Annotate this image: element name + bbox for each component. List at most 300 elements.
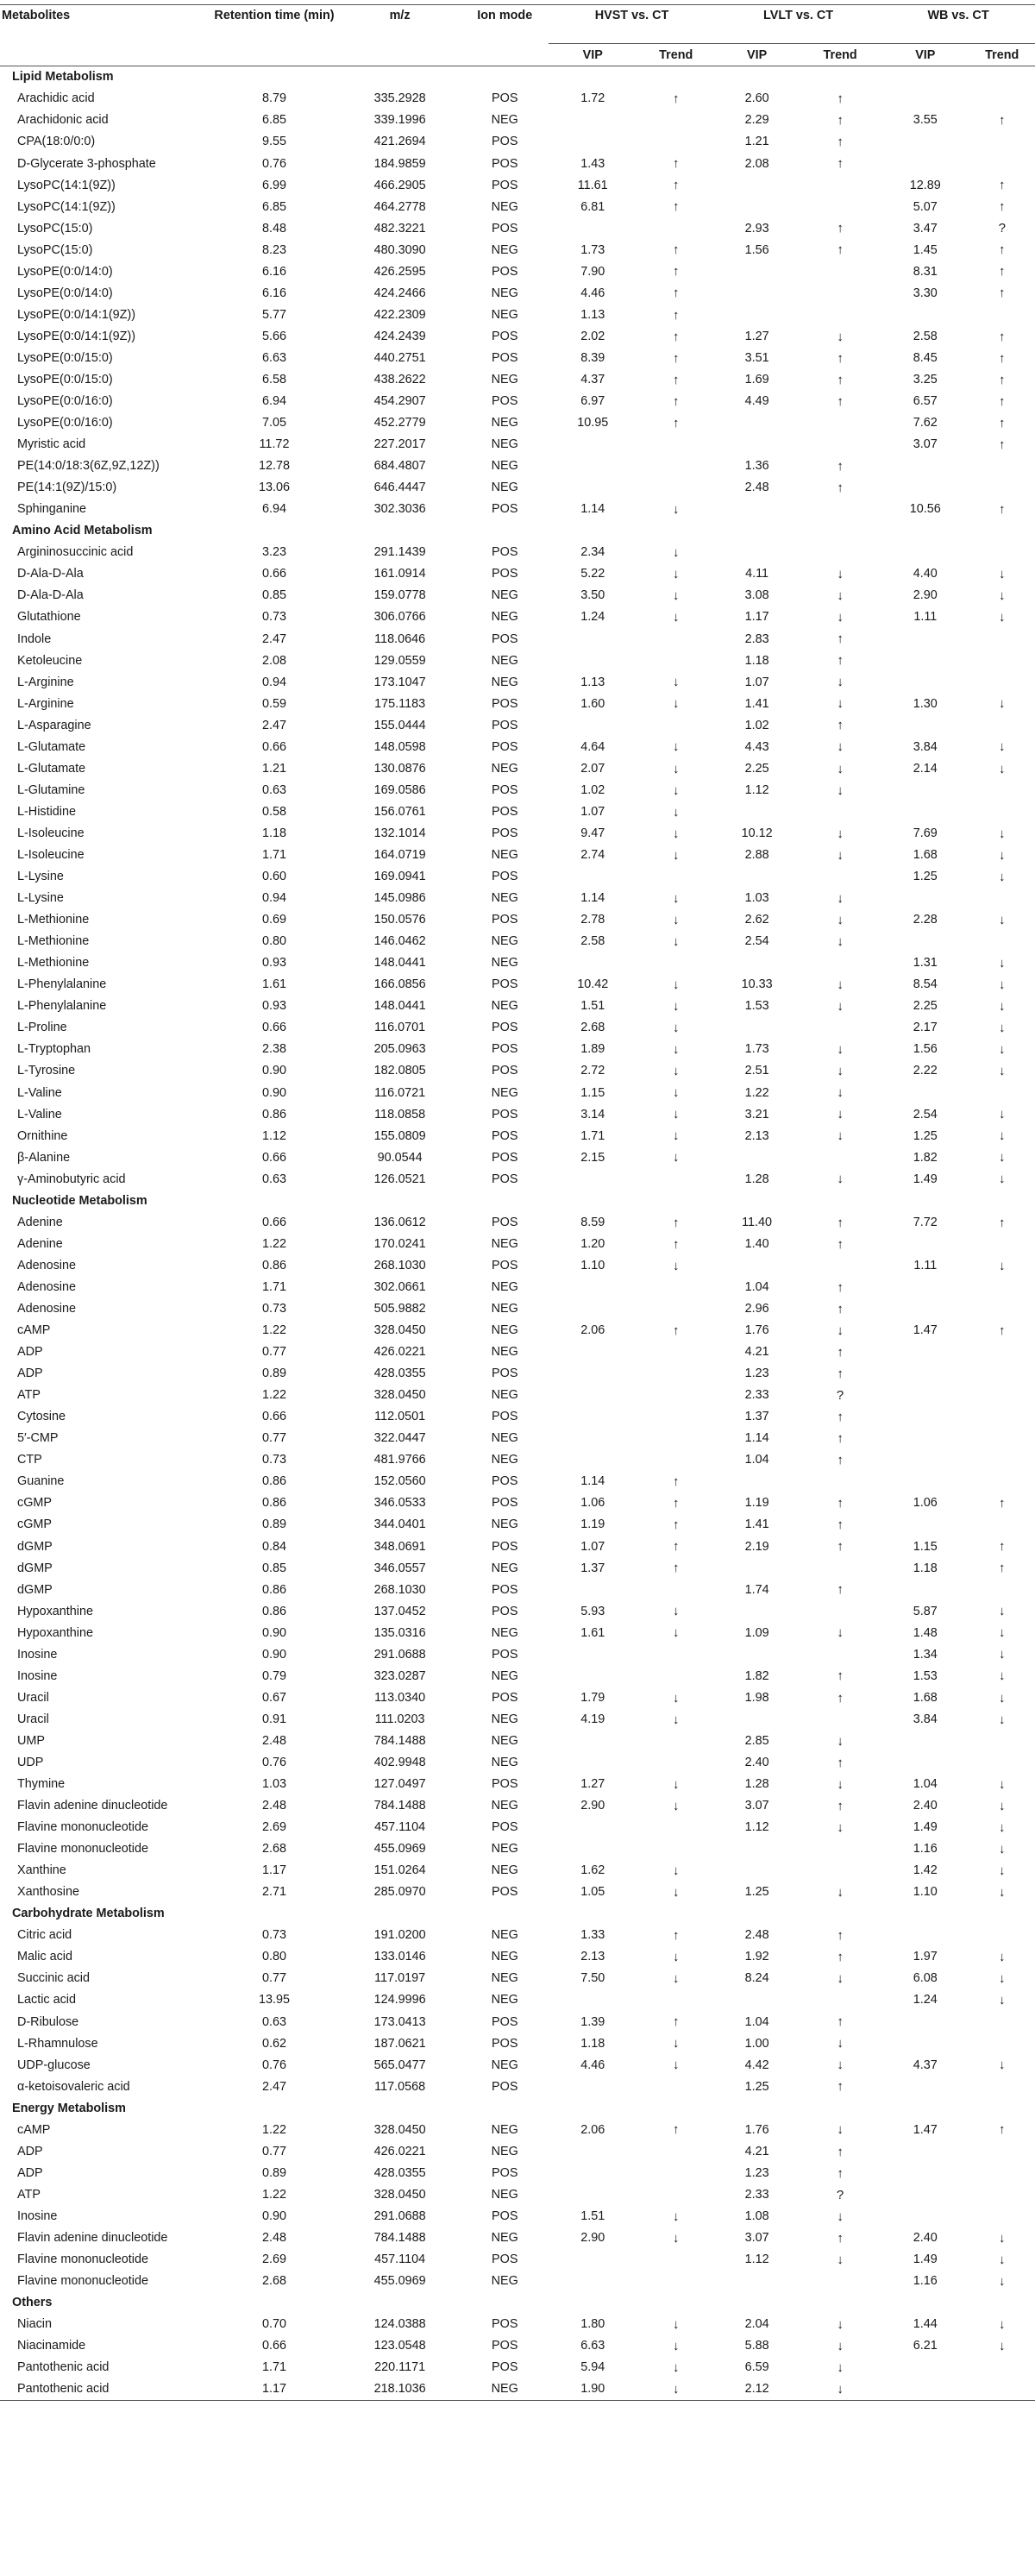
wb-vip: 3.84 (913, 1712, 938, 1726)
lvlt-trend: ↑ (837, 1236, 844, 1252)
metabolite-name: CTP (17, 1453, 42, 1467)
mz-value: 118.0646 (374, 631, 426, 646)
metabolite-name: L-Isoleucine (17, 848, 85, 862)
hvst-trend (637, 1168, 715, 1190)
lvlt-vip: 1.74 (744, 1582, 769, 1597)
ion-mode: POS (492, 1496, 518, 1511)
metabolite-name: Ketoleucine (17, 653, 83, 668)
hvst-vip: 5.22 (580, 567, 605, 581)
wb-vip (881, 2206, 969, 2227)
mz-value: 205.0963 (373, 1042, 426, 1057)
metabolite-name: Malic acid (17, 1950, 72, 1964)
ion-mode: NEG (491, 761, 518, 776)
table-row (0, 1925, 1035, 1946)
ion-mode: NEG (491, 1668, 518, 1683)
hvst-vip (549, 1579, 637, 1600)
wb-vip: 3.84 (913, 739, 938, 754)
hvst-vip: 1.13 (580, 307, 605, 322)
ion-mode: POS (492, 2252, 518, 2267)
table-row (0, 1817, 1035, 1838)
wb-vip: 1.16 (913, 1842, 938, 1857)
hvst-vip: 1.33 (580, 1928, 605, 1943)
hvst-trend: ↓ (673, 1107, 680, 1122)
mz-value: 268.1030 (373, 1582, 426, 1597)
section-header-row (0, 2097, 1035, 2119)
ion-mode: NEG (491, 675, 518, 689)
hvst-trend: ↓ (673, 933, 680, 949)
metabolite-name: LysoPE(0:0/14:1(9Z)) (17, 329, 136, 343)
table-row (0, 1385, 1035, 1406)
hvst-vip (549, 131, 637, 153)
lvlt-trend: ↓ (837, 847, 844, 863)
table-row (0, 693, 1035, 714)
wb-vip: 2.58 (913, 329, 938, 343)
lvlt-trend: ↑ (837, 718, 844, 733)
lvlt-vip: 1.04 (744, 1279, 769, 1294)
lvlt-vip: 1.56 (744, 242, 769, 257)
metabolite-name: ADP (17, 1367, 43, 1381)
hvst-vip: 1.18 (580, 2036, 605, 2051)
lvlt-vip: 1.40 (744, 1236, 769, 1251)
lvlt-trend (799, 952, 881, 974)
retention-time: 0.63 (261, 782, 286, 797)
header-trend: Trend (823, 47, 857, 62)
mz-value: 306.0766 (373, 610, 426, 625)
mz-value: 133.0146 (373, 1950, 426, 1964)
section-title: Amino Acid Metabolism (12, 524, 153, 538)
wb-vip (881, 477, 969, 499)
hvst-vip: 2.58 (580, 934, 605, 949)
wb-vip: 3.30 (913, 286, 938, 300)
table-row (0, 1687, 1035, 1709)
lvlt-vip (715, 1709, 799, 1731)
hvst-vip: 2.74 (580, 848, 605, 862)
table-row (0, 412, 1035, 434)
lvlt-vip (715, 261, 799, 282)
metabolite-name: Hypoxanthine (17, 1604, 94, 1618)
hvst-trend (637, 1385, 715, 1406)
hvst-vip: 6.63 (580, 2339, 605, 2353)
ion-mode: POS (492, 804, 518, 819)
metabolite-name: Niacin (17, 2317, 52, 2332)
lvlt-trend: ↑ (837, 2230, 844, 2246)
table-row (0, 758, 1035, 780)
mz-value: 328.0450 (373, 1388, 426, 1403)
metabolite-name: LysoPC(15:0) (17, 221, 93, 236)
table-row (0, 1774, 1035, 1795)
ion-mode: POS (492, 913, 518, 927)
metabolite-name: L-Glutamine (17, 782, 85, 797)
wb-trend: ↓ (999, 977, 1006, 992)
ion-mode: POS (492, 1064, 518, 1078)
lvlt-trend: ↓ (837, 567, 844, 582)
ion-mode: NEG (491, 999, 518, 1014)
ion-mode: NEG (491, 1971, 518, 1986)
hvst-trend: ↑ (673, 264, 680, 280)
ion-mode: POS (492, 394, 518, 409)
ion-mode: POS (492, 2360, 518, 2375)
metabolite-name: L-Arginine (17, 675, 74, 689)
mz-value: 328.0450 (373, 2187, 426, 2202)
wb-vip: 7.62 (913, 416, 938, 430)
lvlt-vip (715, 1255, 799, 1277)
retention-time: 1.17 (210, 2378, 338, 2401)
ion-mode: POS (492, 2208, 518, 2223)
retention-time: 1.22 (261, 2187, 286, 2202)
retention-time: 2.47 (261, 631, 286, 646)
hvst-vip: 2.72 (580, 1064, 605, 1078)
mz-value: 173.0413 (373, 2014, 426, 2029)
mz-value: 129.0559 (373, 653, 426, 668)
ion-mode: POS (492, 1820, 518, 1835)
header-group-hvst: HVST vs. CT (549, 5, 715, 44)
wb-vip (881, 2163, 969, 2184)
lvlt-trend (799, 282, 881, 304)
metabolite-name: L-Asparagine (17, 718, 91, 732)
lvlt-vip (715, 1017, 799, 1039)
table-row (0, 2249, 1035, 2271)
wb-vip (881, 153, 969, 174)
mz-value: 784.1488 (373, 1733, 426, 1748)
lvlt-vip: 1.92 (744, 1950, 769, 1964)
hvst-vip: 2.34 (580, 545, 605, 560)
hvst-trend: ↓ (637, 2378, 715, 2401)
wb-vip: 1.49 (913, 1172, 938, 1186)
wb-vip: 1.10 (913, 1885, 938, 1900)
mz-value: 328.0450 (373, 2122, 426, 2137)
hvst-vip: 2.90 (580, 1799, 605, 1813)
table-row (0, 996, 1035, 1017)
wb-vip (881, 1082, 969, 1103)
mz-value: 118.0858 (374, 1107, 426, 1122)
hvst-vip (549, 1168, 637, 1190)
mz-value: 184.9859 (373, 156, 426, 171)
hvst-vip: 1.07 (580, 1539, 605, 1554)
wb-vip: 2.90 (913, 588, 938, 603)
table-row (0, 1600, 1035, 1622)
ion-mode: NEG (491, 1279, 518, 1294)
table-row (0, 434, 1035, 456)
lvlt-trend (799, 1147, 881, 1168)
ion-mode: POS (492, 1172, 518, 1186)
ion-mode: POS (492, 2339, 518, 2353)
hvst-trend (637, 2184, 715, 2206)
wb-vip: 1.24 (913, 1993, 938, 2007)
lvlt-trend: ↓ (837, 2359, 844, 2375)
hvst-vip: 11.61 (577, 178, 608, 192)
wb-vip (881, 671, 969, 693)
lvlt-trend: ↑ (837, 1215, 844, 1230)
lvlt-trend (799, 866, 881, 888)
retention-time: 2.48 (261, 2231, 286, 2245)
wb-trend: ↑ (999, 372, 1006, 387)
hvst-trend: ↓ (673, 1950, 680, 1965)
lvlt-trend: ↑ (837, 631, 844, 647)
wb-trend (969, 2163, 1035, 2184)
retention-time: 0.73 (261, 1301, 286, 1316)
lvlt-trend: ↑ (837, 480, 844, 495)
mz-value: 159.0778 (373, 588, 426, 603)
wb-vip (881, 2184, 969, 2206)
table-row (0, 1103, 1035, 1125)
lvlt-trend: ↑ (837, 2079, 844, 2095)
lvlt-vip: 1.00 (744, 2036, 769, 2051)
ion-mode: NEG (491, 2231, 518, 2245)
retention-time: 9.55 (261, 135, 286, 149)
ion-mode: POS (492, 567, 518, 581)
lvlt-trend: ↓ (837, 2122, 844, 2138)
mz-value: 155.0444 (373, 718, 426, 732)
wb-trend: ↓ (999, 588, 1006, 604)
wb-trend (969, 1449, 1035, 1471)
hvst-vip (549, 1385, 637, 1406)
lvlt-vip (715, 196, 799, 217)
hvst-trend: ↓ (673, 782, 680, 798)
ion-mode: POS (492, 782, 518, 797)
lvlt-vip: 3.21 (744, 1107, 769, 1122)
table-row (0, 2163, 1035, 2184)
hvst-vip: 1.71 (580, 1128, 605, 1143)
ion-mode: NEG (491, 1301, 518, 1316)
retention-time: 6.94 (261, 394, 286, 409)
table-row (0, 1017, 1035, 1039)
wb-vip: 1.42 (913, 1863, 938, 1878)
wb-vip (881, 2076, 969, 2097)
table-row (0, 153, 1035, 174)
wb-trend: ↓ (999, 869, 1006, 884)
hvst-vip: 7.90 (580, 264, 605, 279)
hvst-trend: ↑ (673, 1236, 680, 1252)
mz-value: 126.0521 (373, 1172, 426, 1186)
ion-mode: NEG (491, 1863, 518, 1878)
wb-vip: 1.53 (913, 1668, 938, 1683)
metabolite-name: Hypoxanthine (17, 1625, 94, 1640)
lvlt-trend: ↑ (837, 458, 844, 474)
wb-trend (969, 1298, 1035, 1320)
header-vip: VIP (915, 47, 936, 62)
wb-vip: 6.57 (913, 394, 938, 409)
metabolite-name: L-Proline (17, 1021, 67, 1035)
ion-mode: NEG (491, 2122, 518, 2137)
wb-trend: ↓ (999, 955, 1006, 971)
lvlt-vip: 1.18 (744, 653, 769, 668)
mz-value: 182.0805 (373, 1064, 426, 1078)
ion-mode: NEG (491, 2187, 518, 2202)
table-row (0, 1277, 1035, 1298)
wb-vip: 8.54 (913, 977, 938, 992)
wb-vip: 3.25 (913, 372, 938, 386)
retention-time: 1.61 (261, 977, 286, 992)
retention-time: 1.71 (261, 848, 286, 862)
header-trend: Trend (985, 47, 1019, 62)
metabolite-name: L-Tryptophan (17, 1042, 91, 1057)
lvlt-vip (715, 282, 799, 304)
hvst-vip (549, 1643, 637, 1665)
lvlt-vip (715, 434, 799, 456)
hvst-trend: ↓ (673, 675, 680, 690)
hvst-trend: ↓ (673, 545, 680, 561)
hvst-vip: 1.27 (580, 1777, 605, 1792)
hvst-trend: ↓ (673, 1971, 680, 1987)
lvlt-trend (799, 499, 881, 520)
hvst-vip (549, 217, 637, 239)
wb-vip: 8.31 (913, 264, 938, 279)
mz-value: 328.0450 (373, 1323, 426, 1338)
metabolite-name: cGMP (17, 1496, 52, 1511)
metabolite-name: Flavine mononucleotide (17, 2252, 148, 2267)
hvst-trend (637, 131, 715, 153)
metabolite-name: LysoPE(0:0/16:0) (17, 394, 113, 409)
table-row (0, 1643, 1035, 1665)
ion-mode: POS (492, 2036, 518, 2051)
lvlt-trend (799, 196, 881, 217)
mz-value: 111.0203 (374, 1712, 425, 1726)
ion-mode: NEG (491, 956, 518, 971)
hvst-trend: ↓ (673, 1085, 680, 1101)
retention-time: 0.86 (261, 1582, 286, 1597)
mz-value: 220.1171 (374, 2360, 426, 2375)
retention-time: 0.86 (261, 1496, 286, 1511)
hvst-trend (637, 866, 715, 888)
ion-mode: POS (492, 135, 518, 149)
wb-vip (881, 1428, 969, 1449)
hvst-trend: ↓ (673, 567, 680, 582)
retention-time: 2.68 (261, 2274, 286, 2289)
hvst-vip (549, 1665, 637, 1687)
metabolites-table-page (0, 4, 1035, 2576)
hvst-vip: 8.59 (580, 1215, 605, 1229)
ion-mode: POS (492, 178, 518, 192)
wb-vip: 1.34 (913, 1647, 938, 1662)
hvst-trend (637, 1579, 715, 1600)
wb-trend: ↑ (999, 1561, 1006, 1576)
wb-vip (881, 1449, 969, 1471)
ion-mode: NEG (491, 199, 518, 214)
mz-value: 227.2017 (373, 437, 426, 452)
wb-trend (969, 931, 1035, 952)
hvst-vip: 10.95 (577, 416, 609, 430)
hvst-trend: ↑ (673, 372, 680, 387)
section-title: Lipid Metabolism (12, 70, 114, 85)
mz-value: 151.0264 (373, 1863, 426, 1878)
table-row (0, 2314, 1035, 2335)
retention-time: 0.90 (261, 1085, 286, 1100)
lvlt-vip (715, 1147, 799, 1168)
table-row (0, 671, 1035, 693)
metabolite-name: L-Glutamate (17, 761, 86, 776)
wb-vip (881, 1341, 969, 1363)
ion-mode: POS (492, 1410, 518, 1424)
wb-vip (881, 931, 969, 952)
lvlt-vip: 2.19 (744, 1539, 769, 1554)
table-row (0, 1298, 1035, 1320)
lvlt-vip: 2.54 (744, 934, 769, 949)
hvst-trend: ↑ (673, 1474, 680, 1490)
retention-time: 0.80 (261, 1950, 286, 1964)
mz-value: 646.4447 (373, 481, 426, 495)
ion-mode: POS (492, 221, 518, 236)
metabolite-name: Uracil (17, 1690, 49, 1705)
metabolite-name: LysoPE(0:0/14:0) (17, 264, 113, 279)
lvlt-vip (715, 1860, 799, 1882)
lvlt-trend: ↓ (837, 2036, 844, 2051)
retention-time: 0.73 (261, 1928, 286, 1943)
hvst-trend (637, 110, 715, 131)
wb-vip (881, 131, 969, 153)
ion-mode: POS (492, 156, 518, 171)
wb-trend: ↓ (999, 1884, 1006, 1900)
mz-value: 148.0441 (373, 999, 426, 1014)
lvlt-trend: ↑ (837, 156, 844, 172)
wb-trend (969, 1925, 1035, 1946)
hvst-trend: ↓ (673, 1625, 680, 1641)
lvlt-vip: 2.33 (744, 2187, 769, 2202)
ion-mode: POS (492, 1258, 518, 1272)
hvst-vip (549, 2141, 637, 2163)
metabolite-name: PE(14:0/18:3(6Z,9Z,12Z)) (17, 459, 160, 474)
wb-vip (881, 1579, 969, 1600)
metabolite-name: Cytosine (17, 1410, 66, 1424)
lvlt-trend: ↑ (837, 1301, 844, 1316)
metabolite-name: LysoPE(0:0/14:1(9Z)) (17, 307, 136, 322)
mz-value: 438.2622 (373, 372, 426, 386)
wb-trend: ↑ (999, 1323, 1006, 1338)
table-row (0, 2054, 1035, 2076)
metabolite-name: UDP (17, 1755, 44, 1769)
mz-value: 291.1439 (373, 545, 426, 560)
lvlt-vip (715, 801, 799, 823)
wb-vip: 5.07 (913, 199, 938, 214)
metabolite-name: L-Lysine (17, 891, 64, 906)
wb-trend: ↓ (999, 2273, 1006, 2289)
ion-mode: POS (492, 1604, 518, 1618)
hvst-trend: ↓ (673, 1042, 680, 1058)
hvst-trend: ↑ (673, 286, 680, 301)
lvlt-trend: ↑ (837, 135, 844, 150)
retention-time: 0.73 (261, 610, 286, 625)
mz-value: 784.1488 (373, 1799, 426, 1813)
table-row (0, 606, 1035, 628)
retention-time: 2.48 (261, 1799, 286, 1813)
mz-value: 124.9996 (373, 1993, 426, 2007)
lvlt-trend (799, 412, 881, 434)
table-row (0, 909, 1035, 931)
hvst-trend: ↑ (673, 1928, 680, 1944)
lvlt-trend: ↑ (837, 2014, 844, 2030)
metabolites-table (0, 4, 1035, 2401)
lvlt-trend: ↓ (837, 739, 844, 755)
ion-mode: NEG (491, 481, 518, 495)
mz-value: 161.0914 (373, 567, 426, 581)
wb-vip: 1.15 (913, 1539, 938, 1554)
lvlt-trend: ↓ (837, 1107, 844, 1122)
metabolite-name: LysoPE(0:0/15:0) (17, 372, 113, 386)
metabolite-name: Succinic acid (17, 1971, 90, 1986)
table-row (0, 2271, 1035, 2292)
wb-trend: ↓ (999, 1647, 1006, 1662)
hvst-vip: 10.42 (577, 977, 609, 992)
wb-trend: ↑ (999, 199, 1006, 215)
lvlt-vip (715, 412, 799, 434)
wb-trend: ↑ (999, 264, 1006, 280)
retention-time: 11.72 (259, 437, 290, 452)
retention-time: 0.67 (261, 1690, 286, 1705)
mz-value: 440.2751 (373, 350, 426, 365)
metabolite-name: Adenosine (17, 1301, 77, 1316)
hvst-vip: 1.14 (580, 1474, 605, 1489)
retention-time: 0.69 (261, 913, 286, 927)
retention-time: 6.63 (261, 350, 286, 365)
